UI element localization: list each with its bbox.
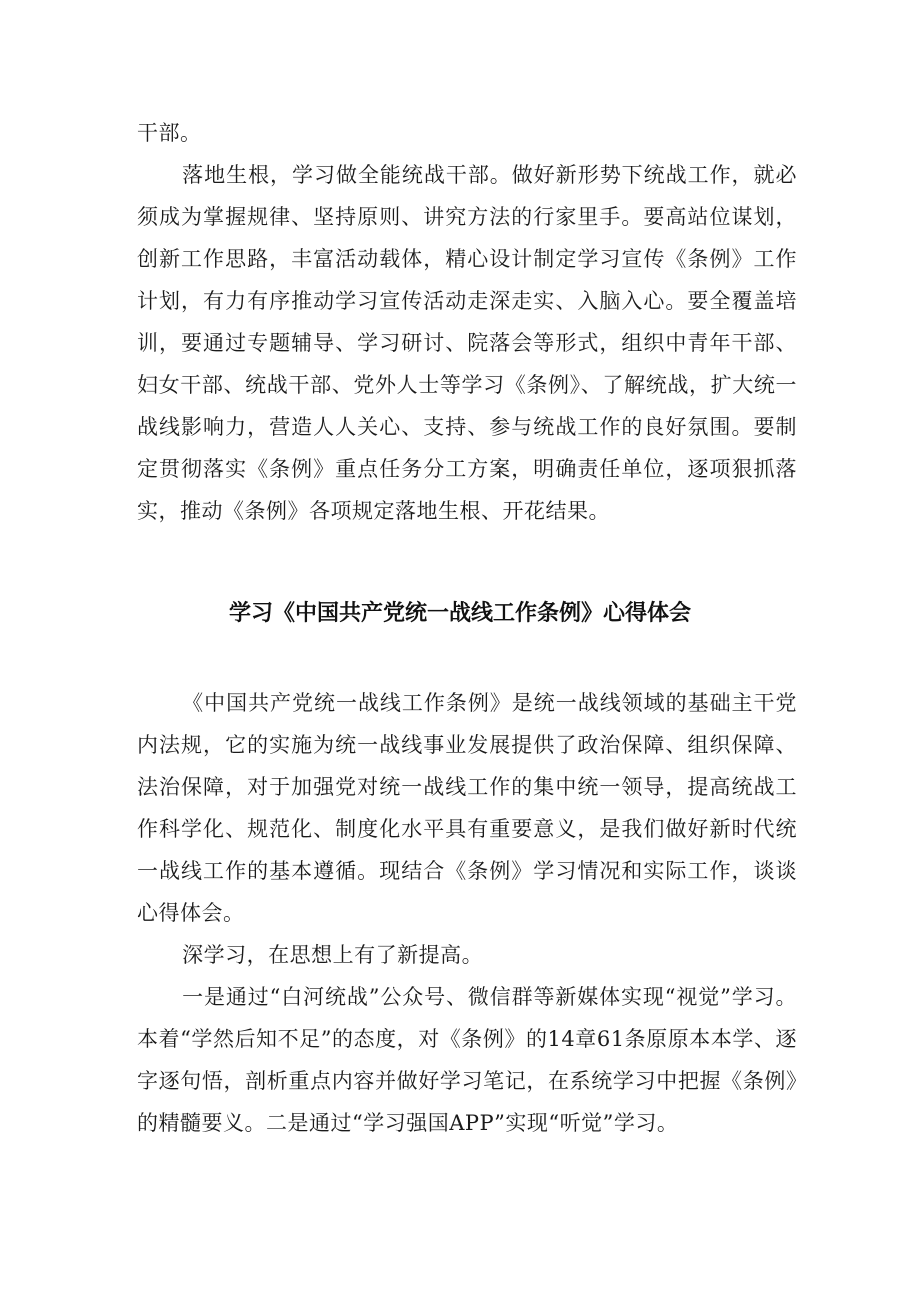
paragraph: 《中国共产党统一战线工作条例》是统一战线领域的基础主干党内法规，它的实施为统一战线事业发展提供了政治保障、组织保障、法治保障，对于加强党对统一战线工作的集中统一领导，提高统战工作科学化、规范化、制度化水平具有重要意义，是我们做好新时代统一战线工作的基本遵循。现结合《条例》学习情况和实际工作，谈谈心得体会。 bbox=[137, 691, 797, 925]
paragraph: 深学习，在思想上有了新提高。 bbox=[182, 943, 484, 967]
article-title: 学习《中国共产党统一战线工作条例》心得体会 bbox=[228, 601, 691, 626]
section-body bbox=[137, 112, 797, 532]
paragraph: 一是通过“白河统战”公众号、微信群等新媒体实现“视觉”学习。本着“学然后知不足”的态度，对《条例》的14章61条原原本本学、逐字逐句悟，剖析重点内容并做好学习笔记，在系统学习中把握《条例》的精髓要义。二是通过“学习强国APP”实现“听觉”学习。 bbox=[137, 985, 797, 1135]
article-body bbox=[137, 682, 797, 1144]
paragraph: 落地生根，学习做全能统战干部。做好新形势下统战工作，就必须成为掌握规律、坚持原则、讲究方法的行家里手。要高站位谋划，创新工作思路，丰富活动载体，精心设计制定学习宣传《条例》工作计划，有力有序推动学习宣传活动走深走实、入脑入心。要全覆盖培训，要通过专题辅导、学习研讨、院落会等形式，组织中青年干部、妇女干部、统战干部、党外人士等学习《条例》、了解统战，扩大统一战线影响力，营造人人关心、支持、参与统战工作的良好氛围。要制定贯彻落实《条例》重点任务分工方案，明确责任单位，逐项狠抓落实，推动《条例》各项规定落地生根、开花结果。 bbox=[137, 163, 797, 523]
continuation-text: 干部。 bbox=[137, 121, 202, 145]
